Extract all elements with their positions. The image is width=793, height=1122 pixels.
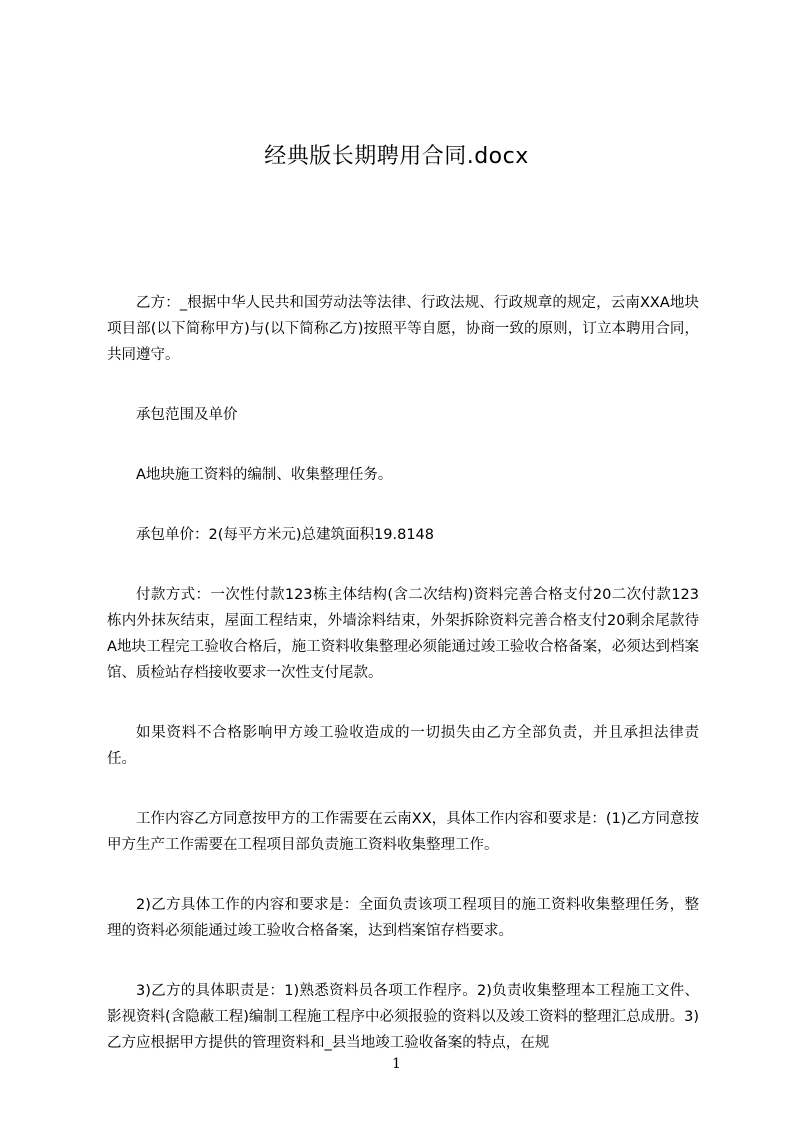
paragraph-preamble: 乙方：_根据中华人民共和国劳动法等法律、行政法规、行政规章的规定，云南XXA地块项目部(以下简称甲方)与(以下简称乙方)按照平等自愿，协商一致的原则，订立本聘用合同，共同遵守。 [107, 295, 699, 363]
paragraph-scope-task: A地块施工资料的编制、收集整理任务。 [136, 467, 393, 483]
page-number: 1 [392, 1056, 401, 1072]
paragraph-responsibilities: 3)乙方的具体职责是：1)熟悉资料员各项工作程序。2)负责收集整理本工程施工文件、影视资料(含隐蔽工程)编制工程施工程序中必须报验的资料以及竣工资料的整理汇总成册。3)乙方应根据甲方提供的管理资料和_县当地竣工验收备案的特点，在规 [107, 983, 699, 1051]
paragraph-work-requirements: 2)乙方具体工作的内容和要求是：全面负责该项工程项目的施工资料收集整理任务，整理的资料必须能通过竣工验收合格备案，达到档案馆存档要求。 [107, 897, 699, 939]
document-body [107, 290, 699, 1090]
paragraph-payment-terms: 付款方式：一次性付款123栋主体结构(含二次结构)资料完善合格支付20二次付款123栋内外抹灰结束，屋面工程结束，外墙涂料结束，外架拆除资料完善合格支付20剩余尾款待A地块工程完工验收合格后，施工资料收集整理必须能通过竣工验收合格备案，必须达到档案馆、质检站存档接收要求一次性支付尾款。 [107, 587, 699, 681]
paragraph-liability: 如果资料不合格影响甲方竣工验收造成的一切损失由乙方全部负责，并且承担法律责任。 [107, 725, 699, 767]
paragraph-work-content: 工作内容乙方同意按甲方的工作需要在云南XX，具体工作内容和要求是：(1)乙方同意按甲方生产工作需要在工程项目部负责施工资料收集整理工作。 [107, 811, 699, 853]
paragraph-unit-price: 承包单价：2(每平方米元)总建筑面积19.8148 [136, 527, 434, 543]
document-title: 经典版长期聘用合同.docx [264, 144, 529, 169]
section-heading-scope: 承包范围及单价 [136, 407, 238, 423]
